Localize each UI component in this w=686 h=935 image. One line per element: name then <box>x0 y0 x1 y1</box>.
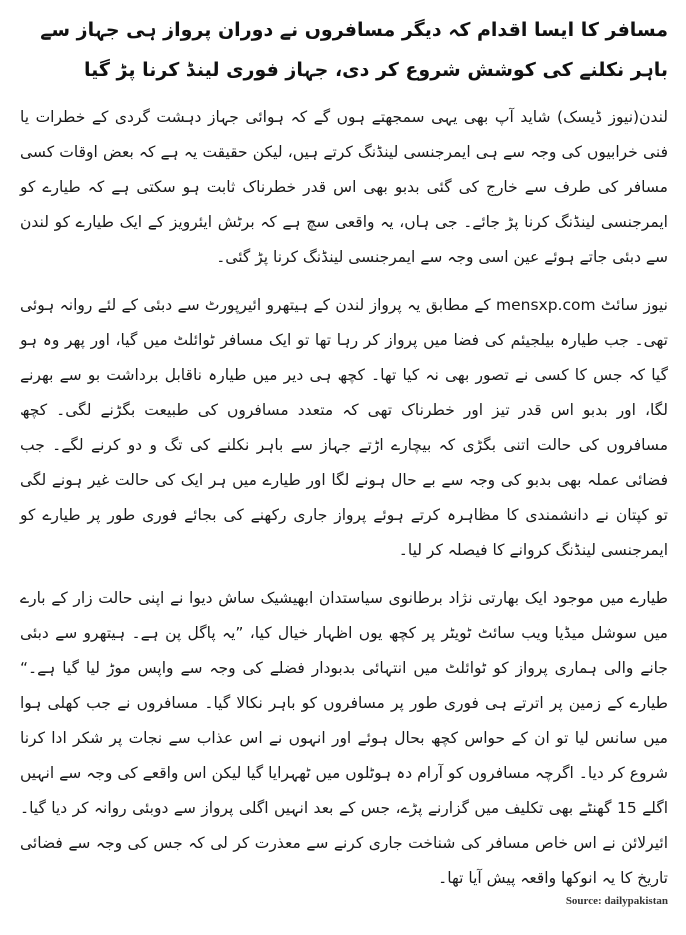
article-paragraph-1: لندن(نیوز ڈیسک) شاید آپ بھی یہی سمجھتے ہوں گے کہ ہوائی جہاز دہشت گردی کے خطرات یا فنی خرابیوں کی وجہ سے ہی ایمرجنسی لینڈنگ کرتے ہیں، لیکن حقیقت یہ ہے کہ بعض اوقات کسی مسافر کی طرف سے خارج کی گئی بدبو بھی اس قدر خطرناک ثابت ہو سکتی ہے کہ طیارے کو ایمرجنسی لینڈنگ کرنا پڑ جائے۔ جی ہاں، یہ واقعی سچ ہے کہ برٹش ایئرویز کے ایک طیارے کو لندن سے دبئی جاتے ہوئے عین اسی وجہ سے ایمرجنسی لینڈنگ کرنا پڑ گئی۔ <box>20 108 668 266</box>
article-paragraph-2: نیوز سائٹ mensxp.com کے مطابق یہ پرواز لندن کے ہیتھرو ائیرپورٹ سے دبئی کے لئے روانہ ہوئی تھی۔ جب طیارہ بیلجیئم کی فضا میں پرواز کر رہا تھا تو ایک مسافر ٹوائلٹ میں گیا، اور پھر وہ ہو گیا کہ جس کا کسی نے تصور بھی نہ کیا تھا۔ کچھ ہی دیر میں طیارہ ناقابل برداشت بو سے بھرنے لگا، اور بدبو اس قدر تیز اور خطرناک تھی کہ متعدد مسافروں کی طبیعت بگڑنے لگی۔ کچھ مسافروں کی حالت اتنی بگڑی کہ بیچارے اڑتے جہاز سے باہر نکلنے کی تگ و دو کرنے لگے۔ جب فضائی عملہ بھی بدبو کی وجہ سے بے حال ہونے لگا اور طیارے میں ہر ایک کی حالت غیر ہونے لگی تو کپتان نے دانشمندی کا مظاہرہ کرتے ہوئے پرواز جاری رکھنے کی بجائے فوری طور پر طیارے کو ایمرجنسی لینڈنگ کروانے کا فیصلہ کر لیا۔ <box>20 296 668 559</box>
article-headline: مسافر کا ایسا اقدام کہ دیگر مسافروں نے دوران پرواز ہی جہاز سے باہر نکلنے کی کوشش شروع کر دی، جہاز فوری لینڈ کرنا پڑ گیا <box>40 19 668 81</box>
article-paragraph-3: طیارے میں موجود ایک بھارتی نژاد برطانوی سیاستدان ابھیشیک ساش دیوا نے اپنی حالت زار کے بارے میں سوشل میڈیا ویب سائٹ ٹویٹر پر کچھ یوں اظہار خیال کیا، ”یہ پاگل پن ہے۔ ہیتھرو سے دبئی جانے والی ہماری پرواز کو ٹوائلٹ میں انتہائی بدبودار فضلے کی وجہ سے واپس موڑ لیا گیا ہے۔“ طیارے کے زمین پر اترتے ہی فوری طور پر مسافروں کو باہر نکالا گیا۔ مسافروں نے جب کھلی ہوا میں سانس لیا تو ان کے حواس کچھ بحال ہوئے اور انہوں نے اس عذاب سے نجات پر شکر ادا کرنا شروع کر دیا۔ اگرچہ مسافروں کو آرام دہ ہوٹلوں میں ٹھہرایا گیا لیکن اس واقعے کی وجہ سے انہیں اگلے 15 گھنٹے بھی تکلیف میں گزارنے پڑے، جس کے بعد انہیں اگلی پرواز سے دوبئی روانہ کر دیا گیا۔ ائیرلائن نے اس خاص مسافر کی شناخت جاری کرنے سے معذرت کر لی کہ جس کی وجہ سے فضائی تاریخ کا یہ انوکھا واقعہ پیش آیا تھا۔ <box>20 589 669 887</box>
article-body <box>16 100 672 896</box>
source-credit: Source: dailypakistan <box>565 895 668 907</box>
